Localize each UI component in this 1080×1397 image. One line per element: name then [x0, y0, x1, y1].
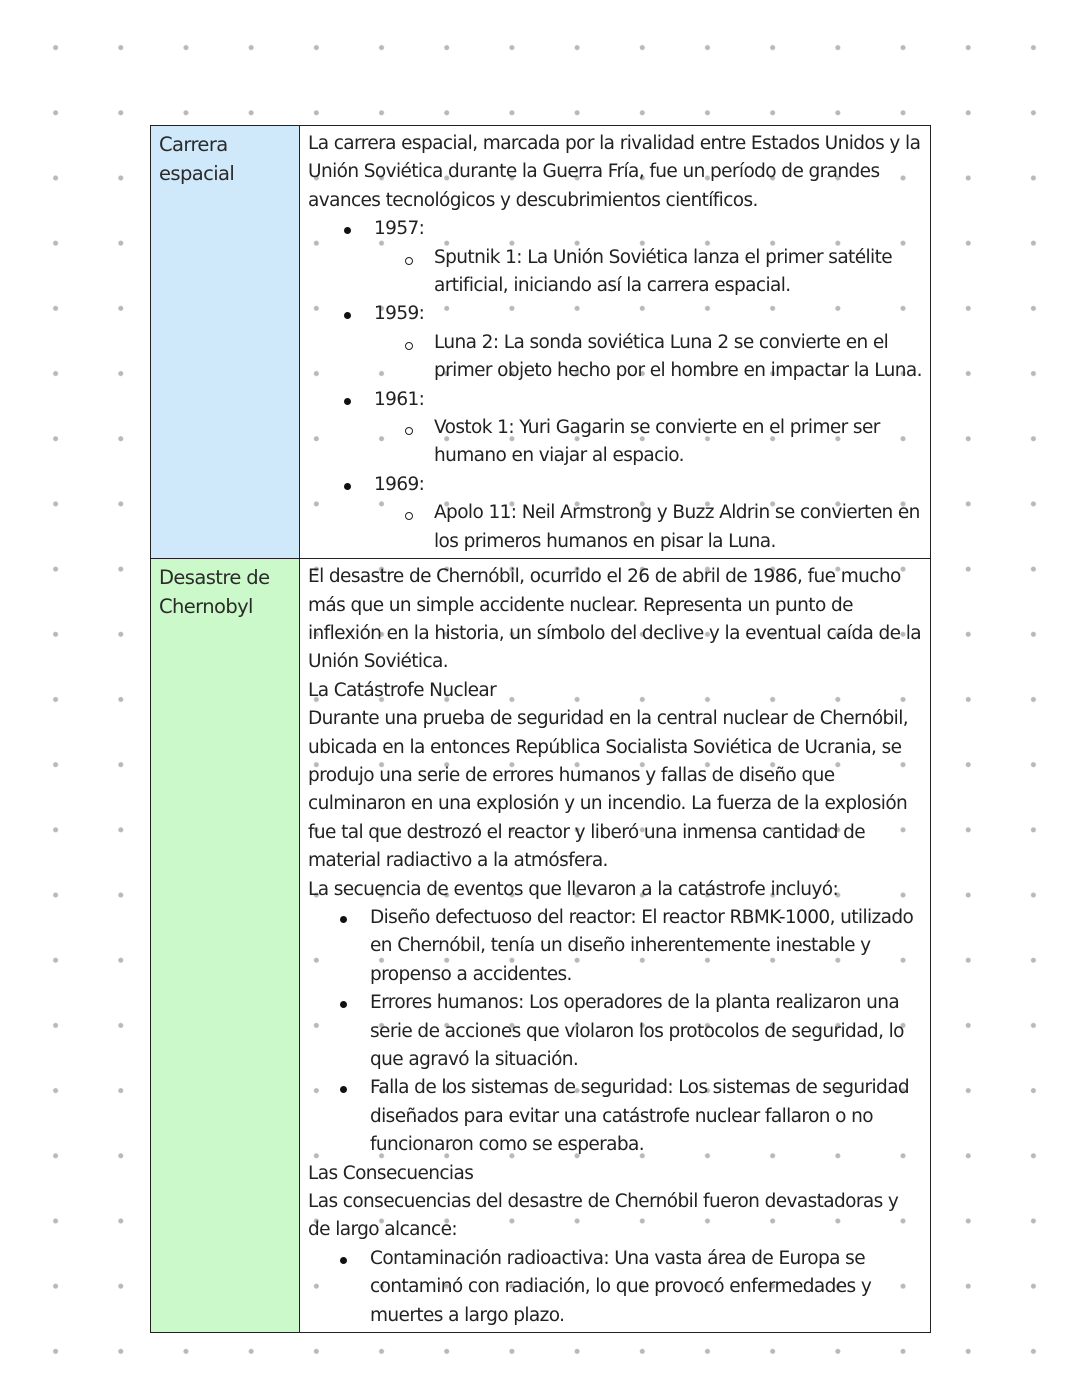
timeline-detail [434, 414, 924, 471]
chernobyl-paragraph: Las consecuencias del desastre de Chernóbil fueron devastadoras y de largo alcance: [308, 1191, 899, 1241]
timeline-year: 1961: [374, 388, 425, 410]
chernobyl-paragraph: Durante una prueba de seguridad en la central nuclear de Chernóbil, ubicada en la entonces República Socialista Soviética de Ucrania, se produjo una serie de errores humanos y fallas de diseño que culminaron en una explosión y un incendio. La fuerza de la explosión fue tal que destrozó el reactor y liberó una inmensa cantidad de material radiactivo a la atmósfera. [308, 708, 909, 872]
cause-item [370, 1074, 924, 1159]
cause-item [370, 989, 924, 1074]
timeline-year: 1959: [374, 303, 425, 325]
timeline-list [308, 215, 924, 556]
timeline-detail-text: Luna 2: La sonda soviética Luna 2 se convierte en el primer objeto hecho por el hombre en impactar la Luna. [434, 331, 922, 382]
circle-bullet-icon [405, 342, 413, 350]
section-heading: Las Consecuencias [308, 1162, 474, 1184]
cause-item [370, 904, 924, 989]
bullet-icon [344, 483, 351, 490]
bullet-icon [344, 312, 351, 319]
bullet-icon [340, 1086, 347, 1093]
circle-bullet-icon [405, 512, 413, 520]
notes-table [150, 125, 931, 1333]
bullet-icon [340, 916, 347, 923]
topic-cell-space [151, 126, 300, 559]
timeline-year: 1957: [374, 218, 425, 240]
timeline-detail [434, 499, 924, 556]
timeline-item [374, 386, 924, 471]
consequence-item [370, 1245, 924, 1330]
timeline-item [374, 471, 924, 556]
timeline-detail-text: Sputnik 1: La Unión Soviética lanza el primer satélite artificial, iniciando así la carrera espacial. [434, 246, 893, 297]
cause-text: Errores humanos: Los operadores de la planta realizaron una serie de acciones que violaron los protocolos de seguridad, lo que agravó la situación. [370, 992, 904, 1070]
bullet-icon [344, 227, 351, 234]
space-intro: La carrera espacial, marcada por la rivalidad entre Estados Unidos y la Unión Soviética durante la Guerra Fría, fue un período de grandes avances tecnológicos y descubrimientos científicos. [308, 133, 921, 211]
timeline-detail-text: Apolo 11: Neil Armstrong y Buzz Aldrin se convierten en los primeros humanos en pisar la Luna. [434, 502, 920, 552]
timeline-detail-text: Vostok 1: Yuri Gagarin se convierte en el primer ser humano en viajar al espacio. [434, 417, 880, 467]
topic-label: Carrera espacial [159, 133, 235, 185]
topic-cell-chernobyl [151, 559, 300, 1333]
topic-label: Desastre de Chernobyl [159, 566, 270, 619]
bullet-icon [340, 1257, 347, 1264]
bullet-icon [340, 1001, 347, 1008]
timeline-item [374, 215, 924, 300]
chernobyl-paragraph: La secuencia de eventos que llevaron a la catástrofe incluyó: [308, 878, 839, 900]
circle-bullet-icon [405, 427, 413, 435]
chernobyl-intro: El desastre de Chernóbil, ocurrido el 26 de abril de 1986, fue mucho más que un simple accidente nuclear. Representa un punto de inflexión en la historia, un símbolo del declive y la eventual caída de la Unión Soviética. [308, 566, 921, 673]
cause-text: Diseño defectuoso del reactor: El reactor RBMK-1000, utilizado en Chernóbil, tenía un diseño inherentemente inestable y propenso a accidentes. [370, 906, 914, 985]
timeline-detail [434, 244, 924, 301]
consequences-list [308, 1245, 924, 1330]
section-heading: La Catástrofe Nuclear [308, 679, 497, 701]
table-row-chernobyl [151, 559, 931, 1333]
content-cell-space [300, 126, 931, 559]
circle-bullet-icon [405, 257, 413, 265]
timeline-detail [434, 329, 924, 386]
causes-list [308, 904, 924, 1160]
cause-text: Falla de los sistemas de seguridad: Los sistemas de seguridad diseñados para evitar una catástrofe nuclear fallaron o no funcionaron como se esperaba. [370, 1077, 910, 1156]
content-cell-chernobyl [300, 559, 931, 1333]
timeline-year: 1969: [374, 473, 425, 495]
bullet-icon [344, 398, 351, 405]
timeline-item [374, 300, 924, 385]
table-row-carrera-espacial [151, 126, 931, 559]
consequence-text: Contaminación radioactiva: Una vasta área de Europa se contaminó con radiación, lo que provocó enfermedades y muertes a largo plazo. [370, 1247, 872, 1326]
